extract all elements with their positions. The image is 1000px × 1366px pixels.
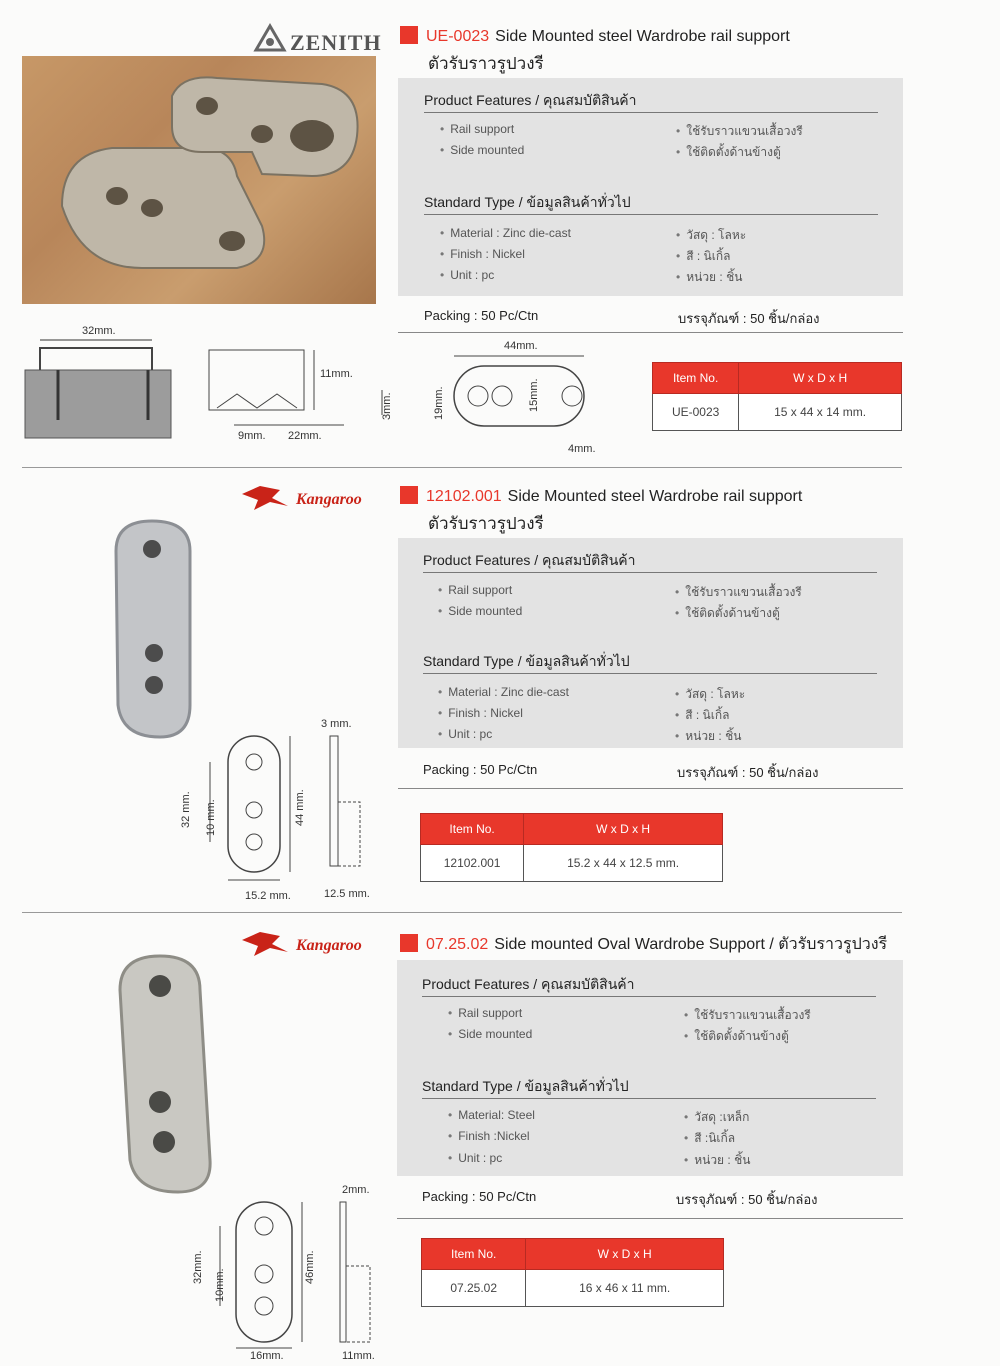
- section-divider: [22, 912, 902, 913]
- table-row: [421, 845, 723, 882]
- red-square-icon: [400, 26, 418, 44]
- standard-en-1: • Material : Zinc die-cast: [438, 685, 569, 699]
- features-heading: Product Features / คุณสมบัติสินค้า: [423, 552, 636, 568]
- spec-table: [420, 813, 723, 882]
- product-photo: [100, 950, 240, 1200]
- standard-th-1: • วัสดุ : โลหะ: [675, 685, 745, 704]
- product-photo: [100, 515, 220, 745]
- dim-label: 10 mm.: [205, 799, 217, 836]
- dim-label: 32mm.: [82, 325, 116, 337]
- standard-en-3: • Unit : pc: [440, 268, 494, 282]
- feature-en-1: • Rail support: [440, 122, 514, 136]
- dim-label: 32mm.: [192, 1250, 204, 1284]
- product-thai-title: ตัวรับราวรูปวงรี: [428, 54, 544, 74]
- product-title: [400, 932, 887, 957]
- product-title: [400, 486, 802, 506]
- product-title-text: Side Mounted steel Wardrobe rail support: [495, 28, 790, 45]
- feature-en-2: • Side mounted: [440, 143, 524, 157]
- technical-drawing: [22, 320, 402, 450]
- dim-label: 12.5 mm.: [324, 888, 370, 900]
- product-code: 12102.001: [426, 488, 502, 505]
- technical-drawing: [180, 1190, 380, 1360]
- table-row: [422, 1270, 724, 1307]
- kangaroo-logo-text: Kangaroo: [296, 937, 362, 954]
- packing-en: Packing : 50 Pc/Ctn: [422, 1189, 537, 1204]
- table-header-item-no: Item No.: [421, 814, 524, 845]
- feature-th-1: • ใช้รับราวแขวนเสื้อวงรี: [676, 122, 803, 141]
- table-row: [653, 394, 902, 431]
- feature-th-1: • ใช้รับราวแขวนเสื้อวงรี: [684, 1006, 811, 1025]
- divider: [398, 332, 903, 333]
- spec-table: [652, 362, 902, 431]
- standard-th-1: • วัสดุ : โลหะ: [676, 226, 746, 245]
- feature-th-1: • ใช้รับราวแขวนเสื้อวงรี: [675, 583, 802, 602]
- table-header-size: W x D x H: [524, 814, 723, 845]
- feature-en-1: • Rail support: [448, 1006, 522, 1020]
- packing-th: บรรจุภัณฑ์ : 50 ชิ้น/กล่อง: [678, 311, 820, 326]
- spec-table: [421, 1238, 724, 1307]
- standard-en-1: • Material : Zinc die-cast: [440, 226, 571, 240]
- item-no-cell: UE-0023: [653, 394, 739, 431]
- divider: [398, 788, 903, 789]
- dim-label: 44mm.: [504, 340, 538, 352]
- product-code: 07.25.02: [426, 936, 489, 953]
- standard-en-3: • Unit : pc: [448, 1151, 502, 1165]
- dim-label: 19mm.: [433, 386, 445, 420]
- standard-th-3: • หน่วย : ชิ้น: [684, 1151, 750, 1170]
- feature-th-2: • ใช้ติดตั้งด้านข้างตู้: [676, 143, 781, 162]
- dim-label: 16mm.: [250, 1350, 284, 1362]
- product-photo: [22, 56, 376, 304]
- dim-label: 10mm.: [214, 1268, 226, 1302]
- divider: [424, 112, 878, 113]
- section-divider: [22, 467, 902, 468]
- dim-label: 3mm.: [381, 392, 393, 420]
- divider: [397, 1218, 903, 1219]
- divider: [423, 673, 877, 674]
- red-square-icon: [400, 486, 418, 504]
- dim-label: 15.2 mm.: [245, 890, 291, 902]
- product-title: [400, 26, 790, 46]
- size-cell: 15 x 44 x 14 mm.: [739, 394, 902, 431]
- standard-en-2: • Finish :Nickel: [448, 1129, 530, 1143]
- red-square-icon: [400, 934, 418, 952]
- packing-en: Packing : 50 Pc/Ctn: [424, 308, 539, 323]
- kangaroo-logo: [240, 480, 380, 514]
- features-heading: Product Features / คุณสมบัติสินค้า: [422, 976, 635, 992]
- dim-label: 3 mm.: [321, 718, 352, 730]
- dim-label: 9mm.: [238, 430, 266, 442]
- table-header-size: W x D x H: [739, 363, 902, 394]
- product-title-text: Side Mounted steel Wardrobe rail support: [507, 488, 803, 505]
- product-code: UE-0023: [426, 28, 490, 45]
- item-no-cell: 12102.001: [421, 845, 524, 882]
- feature-en-1: • Rail support: [438, 583, 512, 597]
- dim-label: 32 mm.: [180, 791, 192, 828]
- standard-th-1: • วัสดุ :เหล็ก: [684, 1108, 749, 1127]
- dim-label: 15mm.: [528, 378, 540, 412]
- divider: [424, 214, 878, 215]
- kangaroo-logo: [240, 926, 380, 960]
- dim-label: 22mm.: [288, 430, 322, 442]
- size-cell: 15.2 x 44 x 12.5 mm.: [524, 845, 723, 882]
- standard-heading: Standard Type / ข้อมูลสินค้าทั่วไป: [424, 194, 631, 210]
- dim-label: 11mm.: [342, 1350, 375, 1362]
- dim-label: 11mm.: [320, 368, 353, 380]
- standard-en-2: • Finish : Nickel: [440, 247, 525, 261]
- standard-heading: Standard Type / ข้อมูลสินค้าทั่วไป: [423, 653, 630, 669]
- dim-label: 2mm.: [342, 1184, 370, 1196]
- packing-th: บรรจุภัณฑ์ : 50 ชิ้น/กล่อง: [676, 1192, 818, 1207]
- standard-th-2: • สี :นิเกิ้ล: [684, 1129, 735, 1148]
- feature-en-2: • Side mounted: [438, 604, 522, 618]
- divider: [422, 1098, 876, 1099]
- packing-en: Packing : 50 Pc/Ctn: [423, 762, 538, 777]
- kangaroo-logo-text: Kangaroo: [296, 491, 362, 508]
- feature-th-2: • ใช้ติดตั้งด้านข้างตู้: [675, 604, 780, 623]
- standard-th-3: • หน่วย : ชิ้น: [675, 727, 741, 746]
- table-header-size: W x D x H: [526, 1239, 724, 1270]
- table-header-item-no: Item No.: [422, 1239, 526, 1270]
- standard-en-2: • Finish : Nickel: [438, 706, 523, 720]
- divider: [423, 572, 877, 573]
- standard-th-2: • สี : นิเกิ้ล: [676, 247, 730, 266]
- packing-th: บรรจุภัณฑ์ : 50 ชิ้น/กล่อง: [677, 765, 819, 780]
- item-no-cell: 07.25.02: [422, 1270, 526, 1307]
- size-cell: 16 x 46 x 11 mm.: [526, 1270, 724, 1307]
- standard-en-3: • Unit : pc: [438, 727, 492, 741]
- divider: [422, 996, 876, 997]
- dim-label: 4mm.: [568, 443, 596, 455]
- zenith-logo: [252, 20, 382, 54]
- top-view-drawing: [440, 350, 600, 440]
- dim-label: 46mm.: [304, 1250, 316, 1284]
- standard-en-1: • Material: Steel: [448, 1108, 535, 1122]
- standard-th-3: • หน่วย : ชิ้น: [676, 268, 742, 287]
- product-thai-title: ตัวรับราวรูปวงรี: [428, 514, 544, 534]
- dim-label: 44 mm.: [294, 789, 306, 826]
- feature-th-2: • ใช้ติดตั้งด้านข้างตู้: [684, 1027, 789, 1046]
- product-title-text: Side mounted Oval Wardrobe Support / ตัวรับราวรูปวงรี: [494, 936, 888, 953]
- features-heading: Product Features / คุณสมบัติสินค้า: [424, 92, 637, 108]
- feature-en-2: • Side mounted: [448, 1027, 532, 1041]
- standard-heading: Standard Type / ข้อมูลสินค้าทั่วไป: [422, 1078, 629, 1094]
- table-header-item-no: Item No.: [653, 363, 739, 394]
- standard-th-2: • สี : นิเกิ้ล: [675, 706, 729, 725]
- zenith-logo-text: ZENITH: [290, 30, 382, 54]
